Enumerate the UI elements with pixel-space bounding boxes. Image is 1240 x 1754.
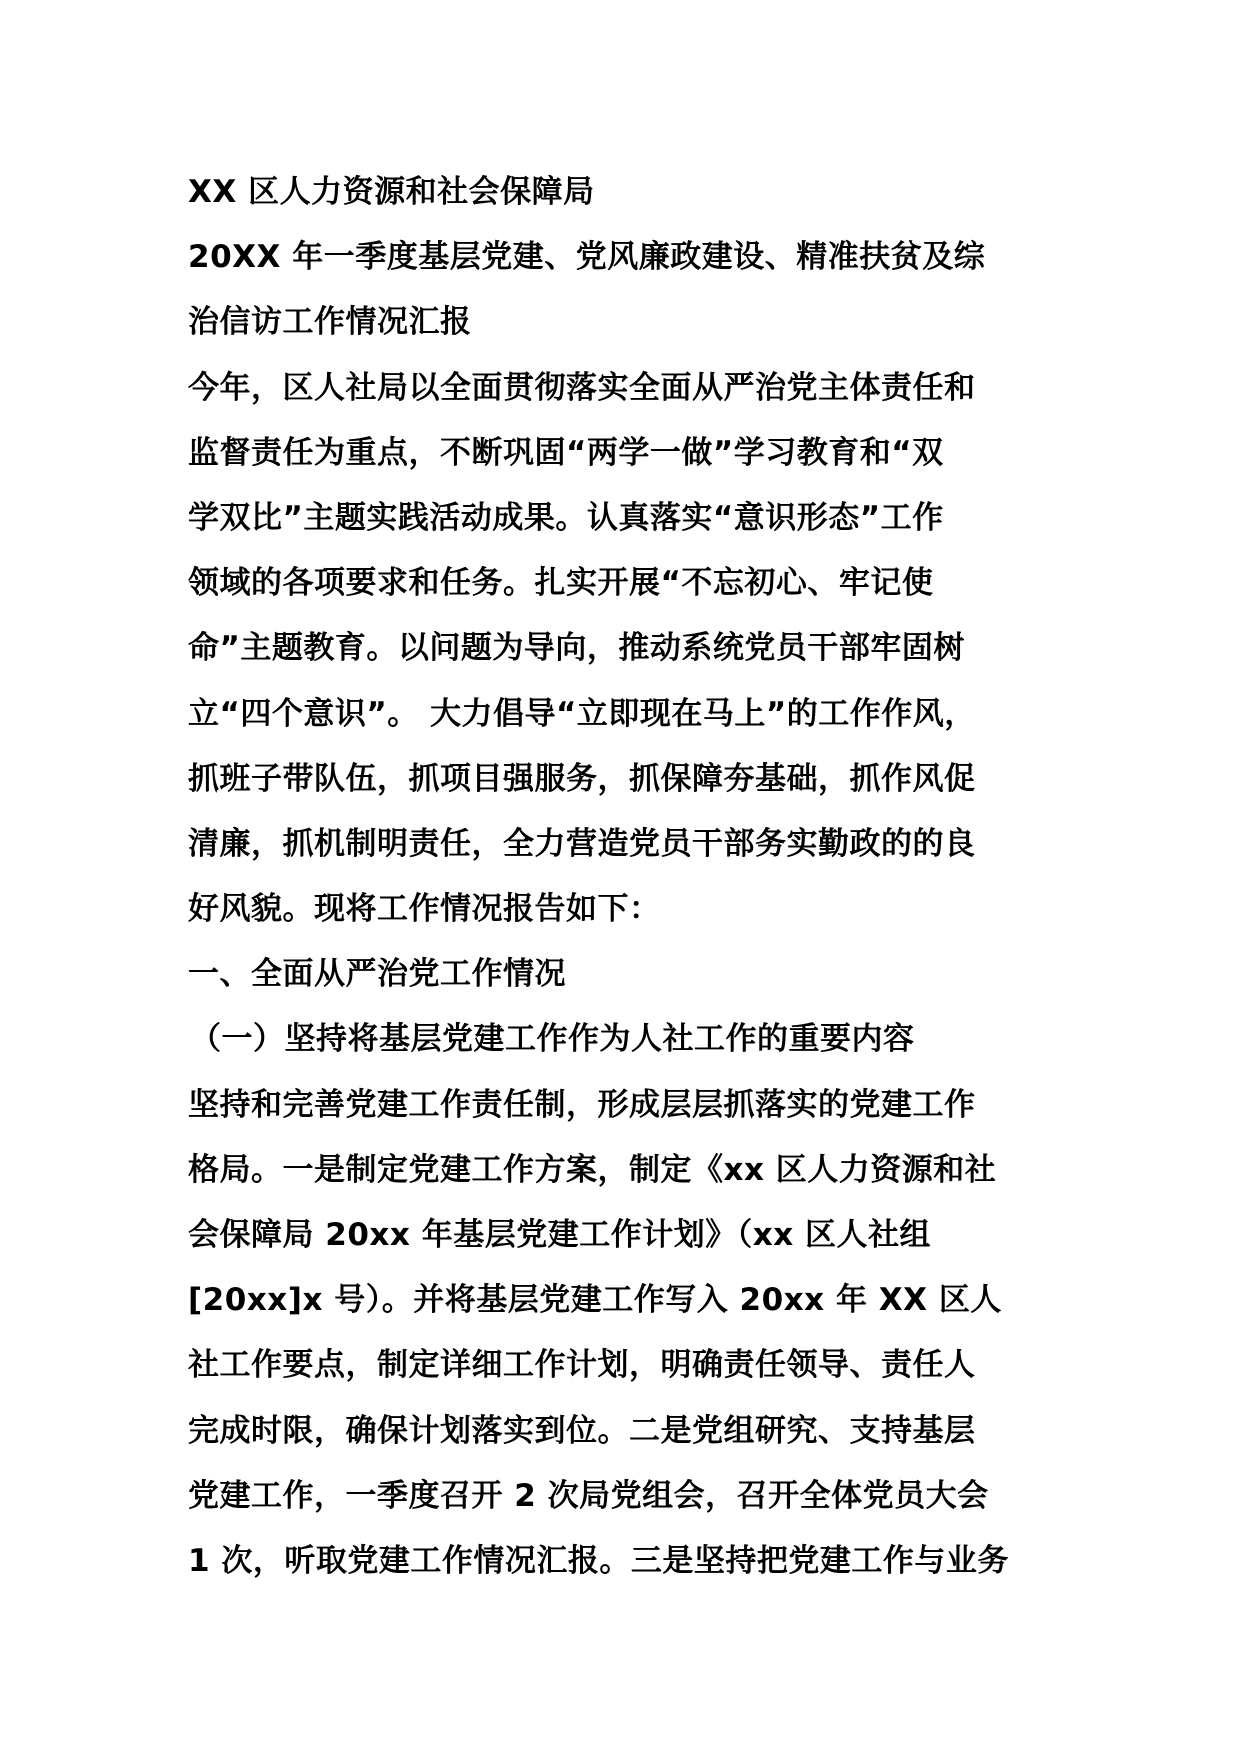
intro-line-3: 学双比”主题实践活动成果。认真落实“意识形态”工作 [188, 499, 944, 536]
body-line-6: 完成时限，确保计划落实到位。二是党组研究、支持基层 [188, 1412, 976, 1449]
body-line-3: 会保障局 20xx 年基层党建工作计划》（xx 区人社组 [188, 1217, 931, 1253]
subsection-heading: （一）坚持将基层党建工作作为人社工作的重要内容 [190, 1021, 915, 1058]
document-body [188, 160, 1068, 1594]
intro-line-5: 命”主题教育。以问题为导向，推动系统党员干部牢固树 [188, 630, 965, 667]
intro-line-4: 领域的各项要求和任务。扎实开展“不忘初心、牢记使 [188, 565, 934, 602]
report-title-line-1: 20XX 年一季度基层党建、党风廉政建设、精准扶贫及综 [188, 239, 986, 276]
body-line-4: [20xx]x 号）。并将基层党建工作写入 20xx 年 XX 区人 [188, 1282, 1002, 1319]
body-line-5: 社工作要点，制定详细工作计划，明确责任领导、责任人 [188, 1347, 976, 1384]
intro-line-2: 监督责任为重点，不断巩固“两学一做”学习教育和“双 [188, 434, 944, 471]
intro-line-9: 好风貌。现将工作情况报告如下： [188, 891, 661, 928]
intro-line-7: 抓班子带队伍，抓项目强服务，抓保障夯基础，抓作风促 [188, 760, 976, 797]
section-heading: 一、全面从严治党工作情况 [188, 956, 566, 993]
report-title-line-2: 治信访工作情况汇报 [188, 304, 472, 341]
intro-line-8: 清廉，抓机制明责任，全力营造党员干部务实勤政的的良 [188, 825, 976, 862]
org-title: XX 区人力资源和社会保障局 [188, 174, 595, 210]
intro-line-6: 立“四个意识”。 大力倡导“立即现在马上”的工作作风， [188, 695, 976, 732]
intro-line-1: 今年，区人社局以全面贯彻落实全面从严治党主体责任和 [188, 369, 976, 406]
body-line-7: 党建工作，一季度召开 2 次局党组会，召开全体党员大会 [188, 1477, 989, 1514]
body-line-2: 格局。一是制定党建工作方案，制定《xx 区人力资源和社 [188, 1151, 997, 1188]
body-line-1: 坚持和完善党建工作责任制，形成层层抓落实的党建工作 [188, 1086, 976, 1123]
body-line-8: 1 次，听取党建工作情况汇报。三是坚持把党建工作与业务 [188, 1542, 1009, 1579]
